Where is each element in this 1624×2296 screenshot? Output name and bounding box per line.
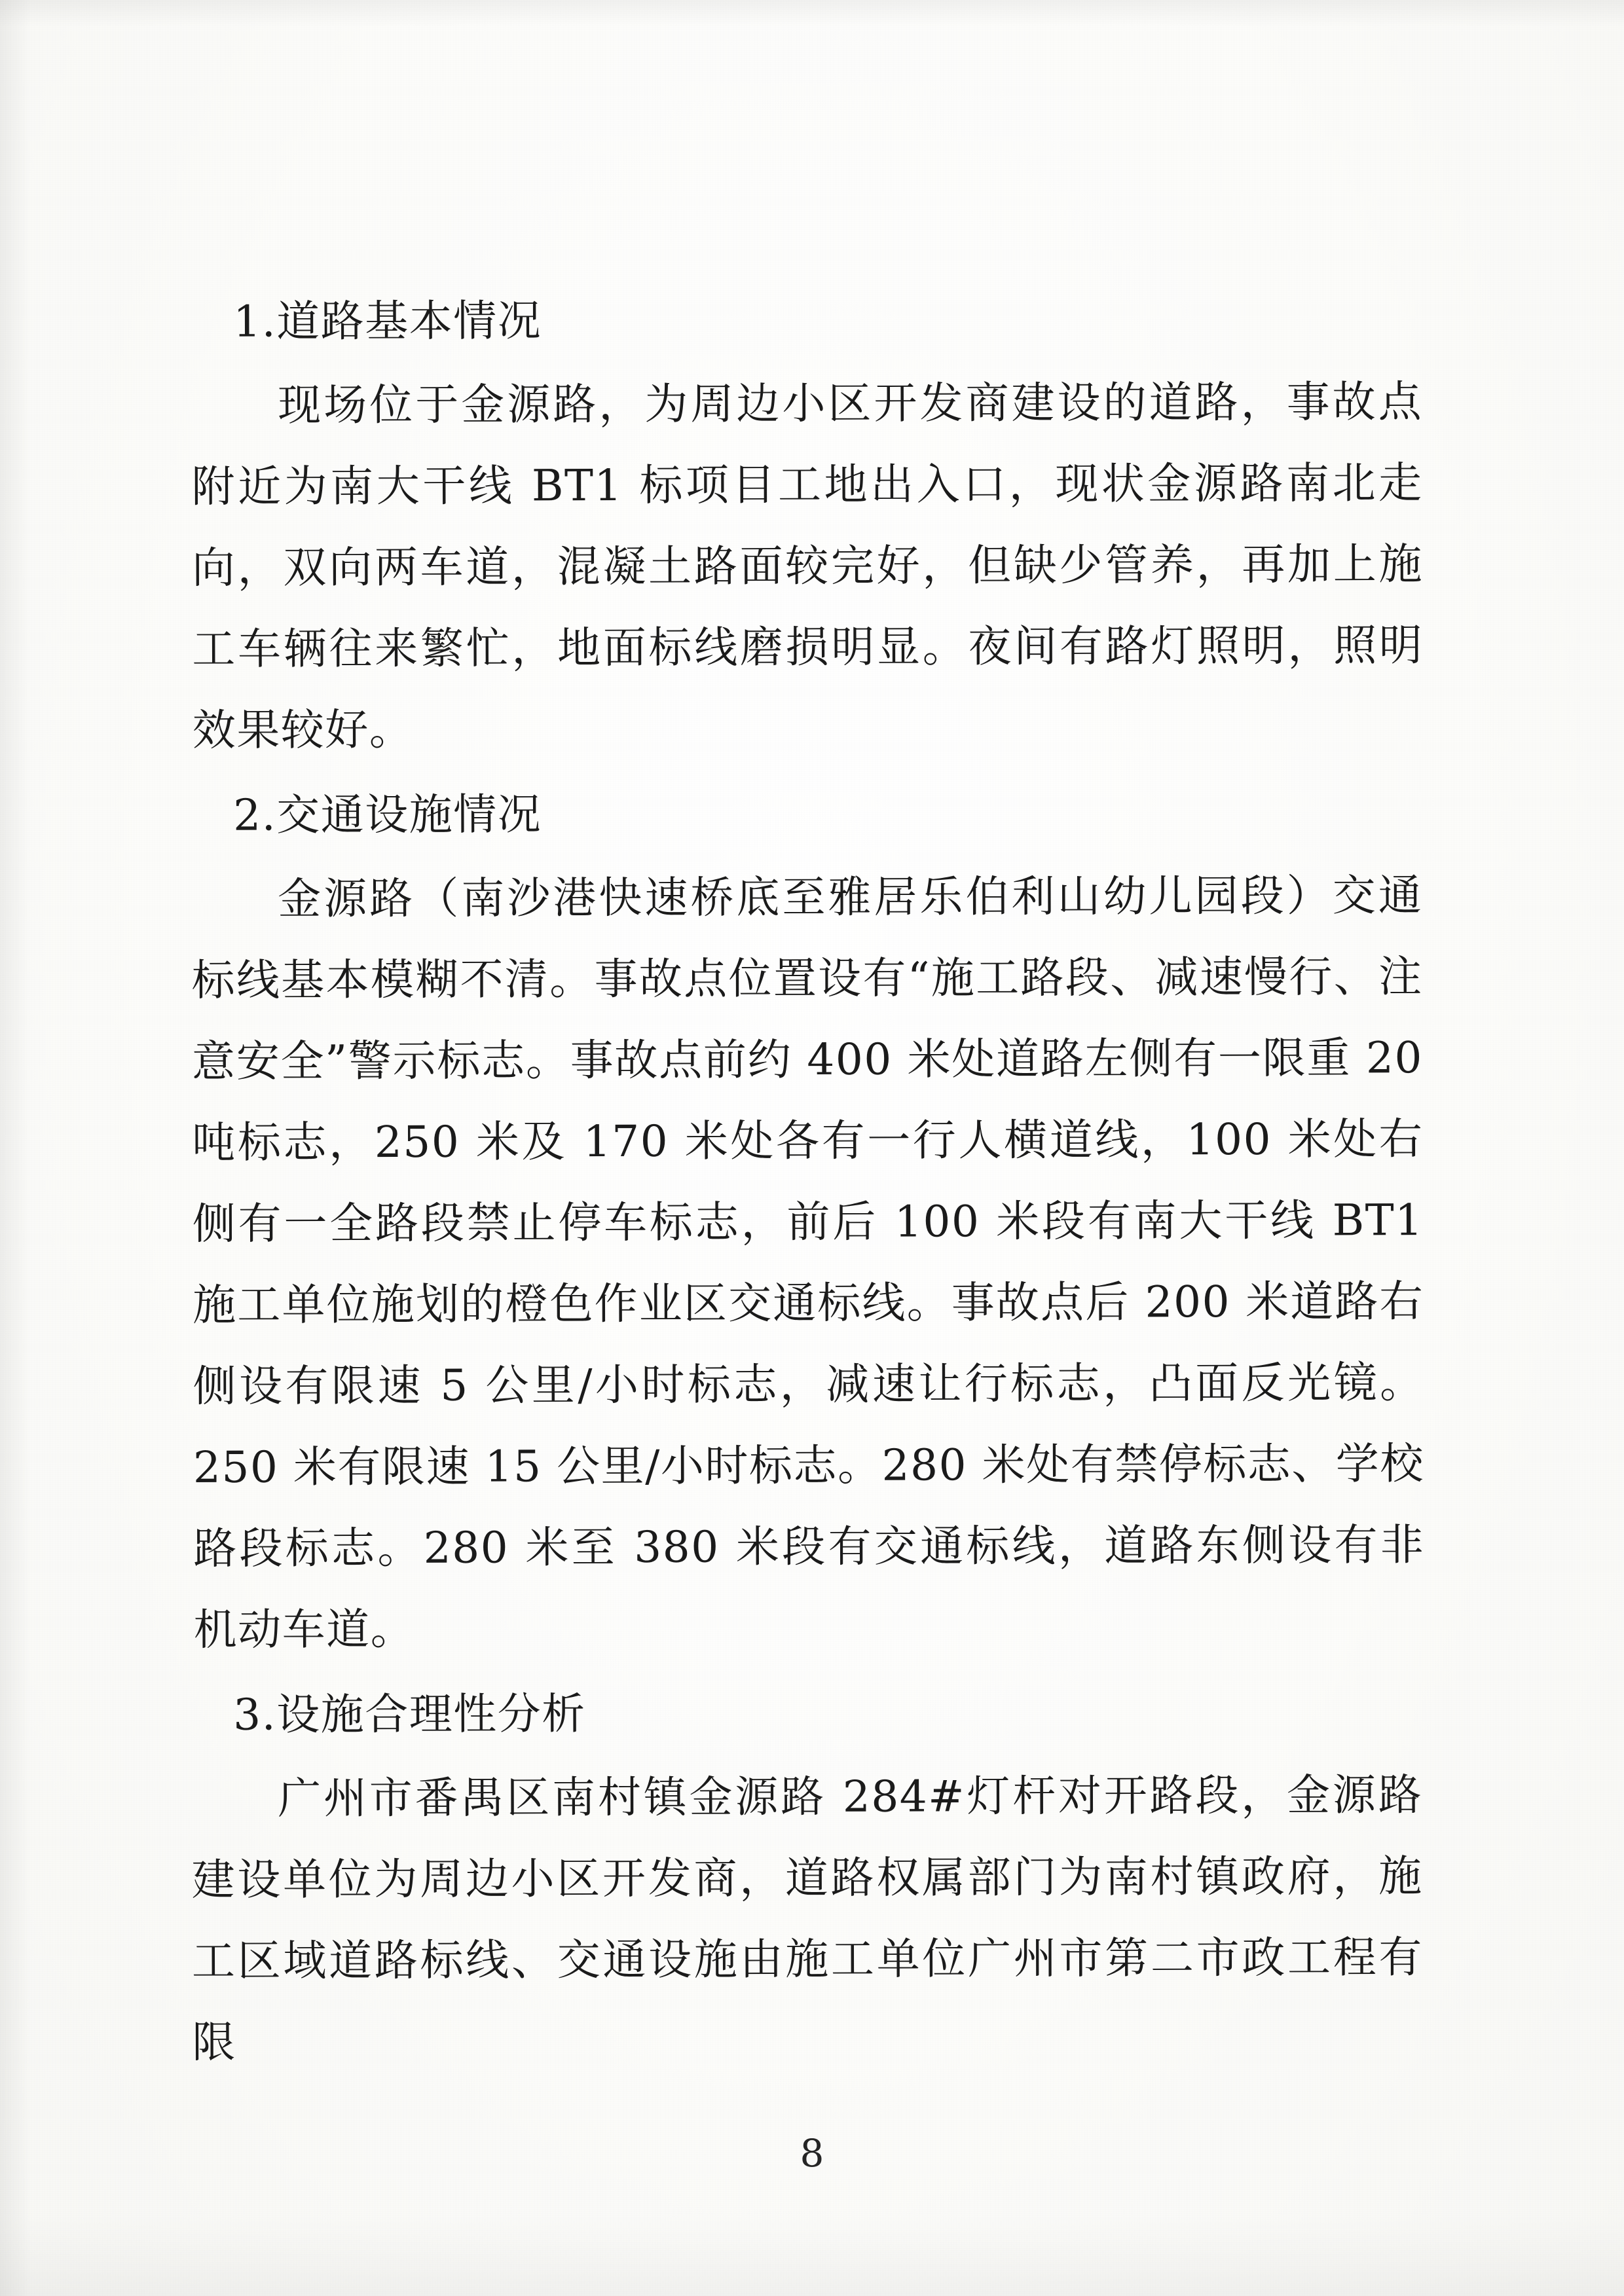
scan-top-shadow: [0, 0, 1624, 26]
section-heading-3: 3.设施合理性分析: [233, 1688, 586, 1740]
scan-left-shadow: [0, 0, 30, 2296]
section-body-2: 金源路（南沙港快速桥底至雅居乐伯利山幼儿园段）交通标线基本模糊不清。事故点位置设有“施工路段、减速慢行、注意安全”警示标志。事故点前约 400 米处道路左侧有一限重 20 吨标志，250 米及 170 米处各有一行人横道线，100 米处右侧有一全路段禁止停车标志，前后 100 米段有南大干线 BT1 施工单位施划的橙色作业区交通标线。事故点后 200 米道路右侧设有限速 5 公里/小时标志，减速让行标志，凸面反光镜。250 米有限速 15 公里/小时标志。280 米处有禁停标志、学校路段标志。280 米至 380 米段有交通标线，道路东侧设有非机动车道。: [191, 870, 1425, 1655]
section-body-1: 现场位于金源路，为周边小区开发商建设的道路，事故点附近为南大干线 BT1 标项目工地出入口，现状金源路南北走向，双向两车道，混凝土路面较完好，但缺少管养，再加上施工车辆往来繁忙，地面标线磨损明显。夜间有路灯照明，照明效果较好。: [191, 376, 1424, 756]
section-heading-2: 2.交通设施情况: [233, 789, 542, 841]
section-heading-1: 1.道路基本情况: [233, 295, 542, 347]
page-number: 8: [800, 2131, 824, 2176]
document-body: [191, 282, 1425, 2087]
section-body-3: 广州市番禺区南村镇金源路 284#灯杆对开路段，金源路建设单位为周边小区开发商，道路权属部门为南村镇政府，施工区域道路标线、交通设施由施工单位广州市第二市政工程有限: [191, 1770, 1424, 2068]
scan-bottom-shadow: [0, 2217, 1624, 2296]
